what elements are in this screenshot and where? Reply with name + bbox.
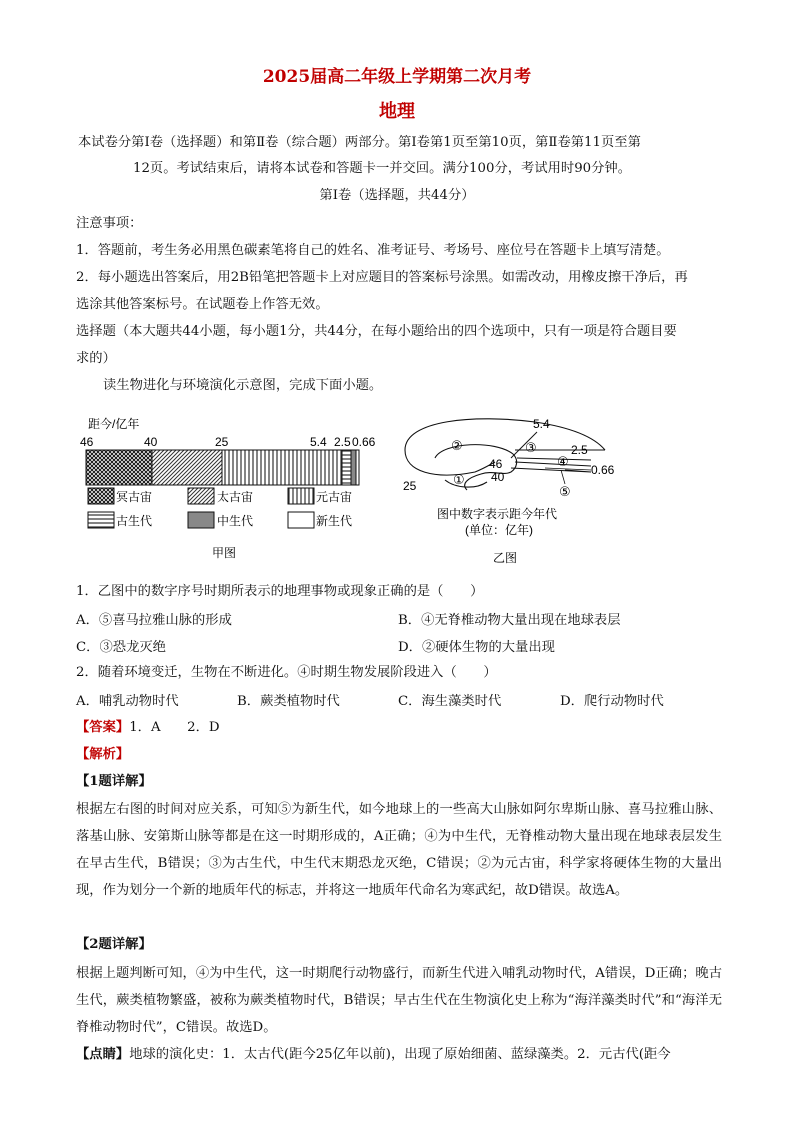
notice-item-1: 1．答题前，考生务必用黑色碳素笔将自己的姓名、准考证号、考场号、座位号在答题卡上填写清楚。 <box>76 243 670 258</box>
figure-yi-caption: 乙图 <box>493 551 518 565</box>
label-5.4: 5.4 <box>533 417 550 431</box>
figure-yi-note-2: (单位：亿年) <box>465 523 533 537</box>
tick-25: 25 <box>215 435 229 449</box>
tip-label: 【点睛】 <box>76 1047 130 1062</box>
marker-1: ① <box>453 472 465 487</box>
analysis-label: 【解析】 <box>76 747 130 762</box>
exam-title: 2025届高二年级上学期第二次月考 <box>262 67 532 87</box>
legend-swatch-mesozoic <box>188 512 214 528</box>
legend-label-archean: 太古宙 <box>217 490 254 504</box>
detail1-text: 根据左右图的时间对应关系，可知⑤为新生代，如今地球上的一些高大山脉如阿尔卑斯山脉、喜马拉雅山脉、落基山脉、安第斯山脉等都是在这一时期形成的，A正确；④为中生代，无脊椎动物大量出现在地球表层发生在早古生代，B错误；③为古生代，中生代末期恐龙灭绝，C错误；②为元古宙，科学家将硬体生物的大量出现，作为划分一个新的地质年代的标志，并将这一地质年代命名为寒武纪，故D错误。故选A。 <box>76 802 722 898</box>
label-2.5: 2.5 <box>571 443 588 457</box>
legend-label-hadean: 冥古宙 <box>116 490 153 504</box>
figure-yi-note-1: 图中数字表示距今年代 <box>437 507 558 521</box>
spiral-inner <box>435 445 517 490</box>
notice-heading: 注意事项： <box>76 216 143 231</box>
notice-item-2b: 选涂其他答案标号。在试题卷上作答无效。 <box>76 297 329 312</box>
intro-line-2: 12页。考试结束后，请将本试卷和答题卡一并交回。满分100分，考试用时90分钟。 <box>133 161 632 176</box>
legend-swatch-proterozoic <box>288 488 314 504</box>
figure-yi <box>395 410 635 570</box>
answer-text: 1．A 2．D <box>129 720 220 735</box>
wedge-line-4 <box>515 462 591 466</box>
q2-stem: 2．随着环境变迁，生物在不断进化。④时期生物发展阶段进入（ ） <box>76 665 497 680</box>
legend-label-mesozoic: 中生代 <box>217 514 254 528</box>
legend-swatch-archean <box>188 488 214 504</box>
bar-archean <box>152 450 222 485</box>
legend-swatch-paleozoic <box>88 512 114 528</box>
bar-cenozoic <box>356 450 359 485</box>
legend-label-paleozoic: 古生代 <box>116 514 153 528</box>
intro-line-1: 本试卷分第Ⅰ卷（选择题）和第Ⅱ卷（综合题）两部分。第Ⅰ卷第1页至第10页，第Ⅱ卷第11页至第 <box>78 135 641 150</box>
bar-mesozoic <box>351 450 356 485</box>
tip-row <box>76 1045 726 1065</box>
detail1-label: 【1题详解】 <box>76 774 152 789</box>
legend-swatch-hadean <box>88 488 114 504</box>
reading-prompt: 读生物进化与环境演化示意图，完成下面小题。 <box>103 378 383 393</box>
detail2-label: 【2题详解】 <box>76 937 152 952</box>
q1-stem: 1．乙图中的数字序号时期所表示的地理事物或现象正确的是（ ） <box>76 584 484 599</box>
detail2-text: 根据上题判断可知，④为中生代，这一时期爬行动物盛行，而新生代进入哺乳动物时代，A错误，D正确；晚古生代，蕨类植物繁盛，被称为蕨类植物时代，B错误；早古生代在生物演化史上称为“海洋藻类时代”和“海洋无脊椎动物时代”，C错误。故选D。 <box>76 966 722 1035</box>
q1-option-d[interactable]: D．②硬体生物的大量出现 <box>398 640 555 655</box>
q1-option-c[interactable]: C．③恐龙灭绝 <box>76 640 166 655</box>
label-25: 25 <box>403 479 417 493</box>
notice-item-2a: 2．每小题选出答案后，用2B铅笔把答题卡上对应题目的答案标号涂黑。如需改动，用橡皮擦干净后，再 <box>76 270 688 285</box>
spiral-lower <box>405 450 495 475</box>
label-0.66: 0.66 <box>591 463 615 477</box>
tick-46: 46 <box>80 435 94 449</box>
legend-label-cenozoic: 新生代 <box>316 514 353 528</box>
figure-jia <box>80 410 380 565</box>
legend-swatch-cenozoic <box>288 512 314 528</box>
bar-paleozoic <box>342 450 351 485</box>
section-heading: 第Ⅰ卷（选择题，共44分） <box>319 188 475 203</box>
bar-proterozoic <box>222 450 342 485</box>
mc-instruction-b: 求的） <box>76 351 116 366</box>
pointer-5 <box>561 470 565 484</box>
marker-3: ③ <box>525 440 537 455</box>
label-46: 46 <box>489 457 503 471</box>
q2-option-c[interactable]: C．海生藻类时代 <box>398 694 502 709</box>
bar-hadean <box>86 450 152 485</box>
q2-option-a[interactable]: A．哺乳动物时代 <box>76 694 179 709</box>
label-40: 40 <box>491 470 505 484</box>
q1-option-b[interactable]: B．④无脊椎动物大量出现在地球表层 <box>398 613 621 628</box>
tick-40: 40 <box>144 435 158 449</box>
tip-text: 地球的演化史：1．太古代(距今25亿年以前)，出现了原始细菌、蓝绿藻类。2．元古代(距今 <box>129 1047 671 1062</box>
wedge-line-3 <box>517 458 591 460</box>
marker-4: ④ <box>557 454 569 469</box>
q1-option-a[interactable]: A．⑤喜马拉雅山脉的形成 <box>76 613 232 628</box>
subject-title: 地理 <box>379 101 415 122</box>
axis-title: 距今/亿年 <box>88 417 140 431</box>
q2-option-b[interactable]: B．蕨类植物时代 <box>237 694 340 709</box>
mc-instruction-a: 选择题（本大题共44小题，每小题1分，共44分，在每小题给出的四个选项中，只有一项是符合题目要 <box>76 324 677 339</box>
marker-5: ⑤ <box>559 484 571 499</box>
tick-2.5: 2.5 <box>334 435 351 449</box>
q2-option-d[interactable]: D．爬行动物时代 <box>560 694 664 709</box>
answer-row <box>76 718 726 738</box>
tick-0.66: 0.66 <box>352 435 376 449</box>
figure-jia-caption: 甲图 <box>212 546 237 560</box>
answer-label: 【答案】 <box>76 720 130 735</box>
marker-2: ② <box>451 438 463 453</box>
legend-label-proterozoic: 元古宙 <box>316 490 353 504</box>
tick-5.4: 5.4 <box>310 435 327 449</box>
